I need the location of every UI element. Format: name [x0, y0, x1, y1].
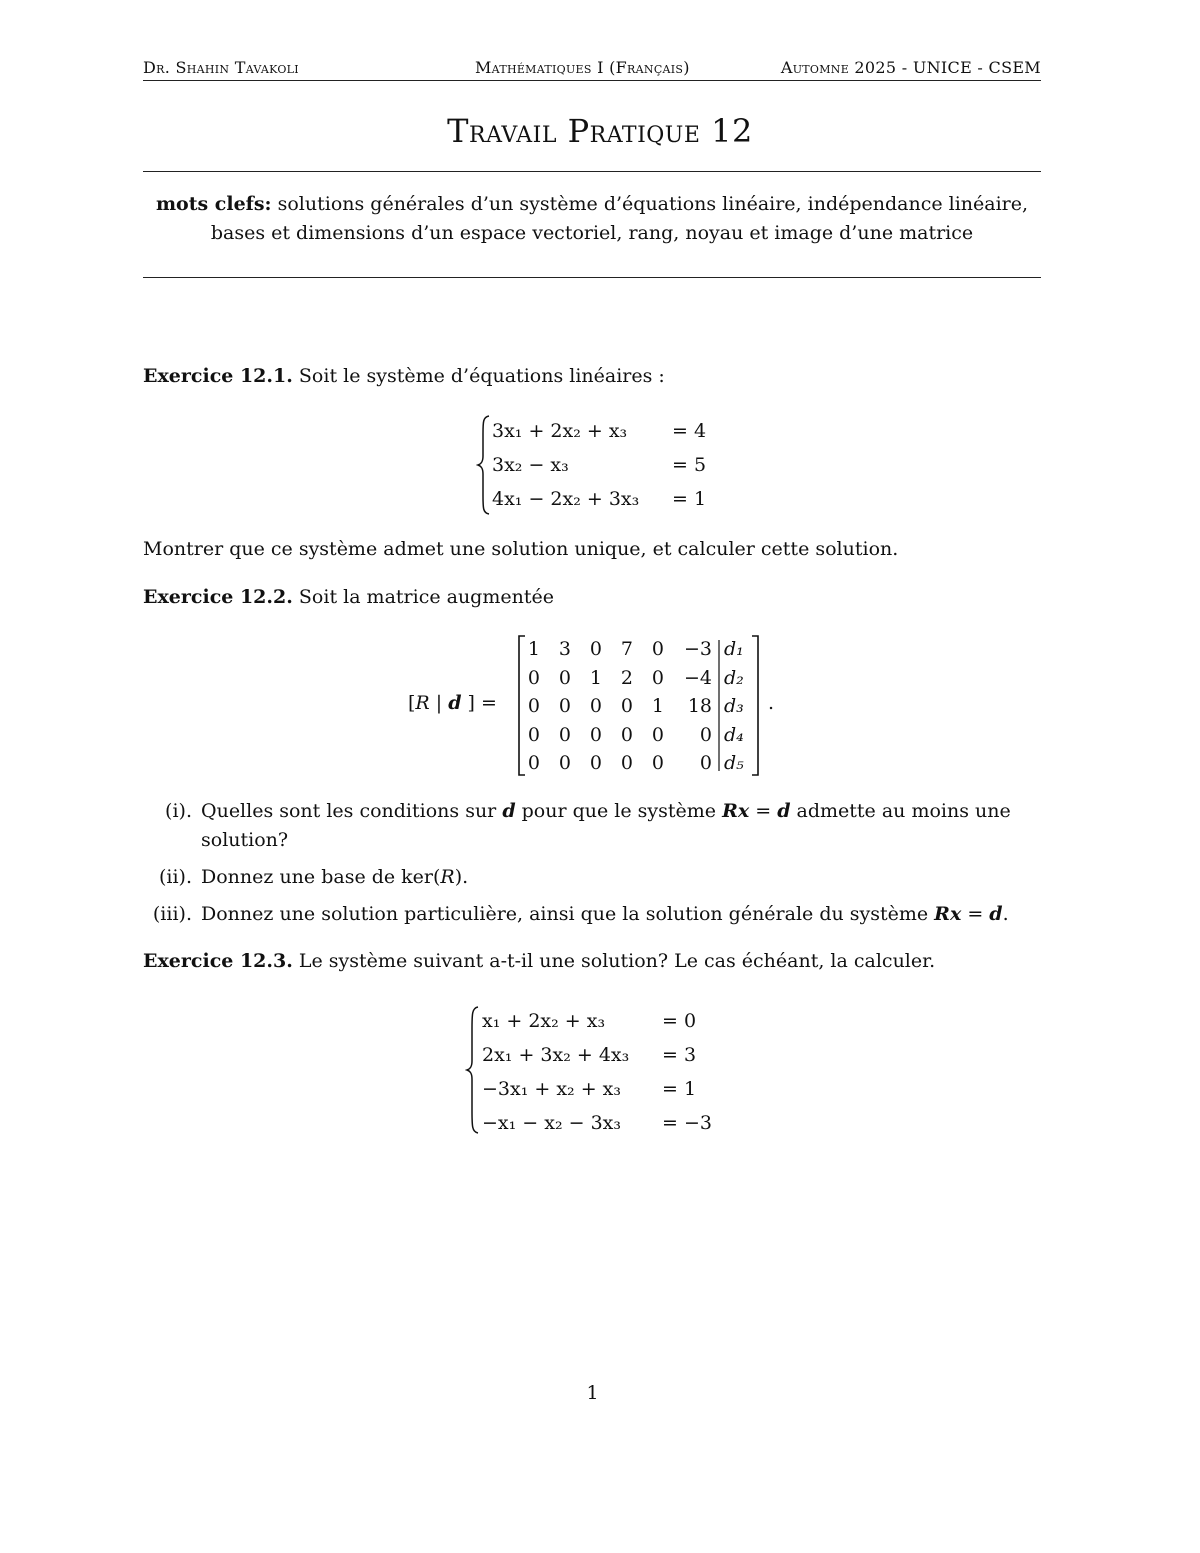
header-term: Automne 2025 - UNICE - CSEM [780, 58, 1041, 77]
header-author: Dr. Shahin Tavakoli [143, 58, 299, 77]
equation-rhs: = 3 [662, 1044, 697, 1066]
matrix-cell: 0 [589, 723, 602, 746]
matrix-cell: 0 [620, 723, 633, 746]
augmented-lhs: [R | d ] = [408, 692, 497, 714]
matrix-cell: 0 [558, 752, 571, 774]
item-iii-text: Donnez une solution particulière, ainsi que la solution générale du système Rx = d. [201, 903, 1009, 925]
exercise-3-heading [143, 950, 935, 972]
equation-rhs: = −3 [662, 1112, 712, 1134]
augmented-matrix [516, 634, 761, 777]
system-3-brace [465, 1005, 481, 1135]
equation-rhs: = 1 [672, 488, 707, 510]
equation-lhs: 3x₁ + 2x₂ + x₃ [492, 420, 628, 442]
matrix-cell: 0 [651, 723, 664, 746]
exercise-1-question: Montrer que ce système admet une solution unique, et calculer cette solution. [143, 538, 899, 560]
matrix-cell: 0 [651, 638, 664, 660]
matrix-cell: 0 [527, 695, 540, 717]
item-ii-label: (ii). [158, 866, 192, 888]
matrix-aug-cell: d₅ [724, 752, 744, 774]
matrix-cell: 0 [527, 752, 540, 774]
equation-rhs: = 1 [662, 1078, 697, 1100]
page-number: 1 [586, 1382, 599, 1404]
exercise-2-heading [143, 586, 554, 608]
exercise-3-intro: Le système suivant a-t-il une solution? Le cas échéant, la calculer. [298, 950, 936, 972]
matrix-cell: 7 [620, 638, 633, 660]
item-iii-label: (iii). [152, 903, 192, 925]
matrix-cell: 0 [620, 695, 633, 717]
keywords-text: solutions générales d’un système d’équations linéaire, indépendance linéaire, bases et dimensions d’un espace vectoriel, rang, noyau et image d’une matrice [210, 193, 1029, 244]
matrix-cell: 0 [651, 752, 664, 774]
matrix-cell: −3 [683, 638, 712, 660]
equation-rhs: = 5 [672, 454, 707, 476]
equation-lhs: x₁ + 2x₂ + x₃ [482, 1010, 606, 1032]
matrix-cell: 0 [699, 752, 712, 774]
equation-lhs: 2x₁ + 3x₂ + 4x₃ [482, 1044, 630, 1066]
page-title: Travail Pratique 12 [447, 112, 753, 150]
matrix-cell: 0 [589, 695, 602, 717]
matrix-cell: −4 [683, 666, 712, 689]
matrix-aug-cell: d₂ [724, 666, 744, 689]
matrix-cell: 0 [699, 723, 712, 746]
equation-lhs: 4x₁ − 2x₂ + 3x₃ [492, 488, 640, 510]
item-i-label: (i). [165, 800, 192, 822]
matrix-cell: 18 [687, 695, 712, 717]
matrix-aug-cell: d₄ [724, 723, 744, 746]
matrix-aug-cell: d₁ [724, 638, 744, 660]
system-1-brace [476, 414, 492, 516]
keywords-rule [143, 277, 1041, 278]
equation-rhs: = 0 [662, 1010, 697, 1032]
matrix-cell: 0 [620, 752, 633, 774]
matrix-cell: 0 [651, 666, 664, 689]
equation-lhs: 3x₂ − x₃ [492, 454, 569, 476]
matrix-cell: 0 [589, 752, 602, 774]
matrix-cell: 3 [558, 638, 571, 660]
exercise-1-intro: Soit le système d’équations linéaires : [298, 365, 665, 387]
equation-lhs: −3x₁ + x₂ + x₃ [482, 1078, 622, 1100]
matrix-cell: 1 [527, 638, 540, 660]
matrix-cell: 1 [651, 695, 664, 717]
item-ii-text: Donnez une base de ker(R). [201, 866, 469, 888]
exercise-2-label: Exercice 12.2. [143, 586, 293, 608]
exercise-2-intro: Soit la matrice augmentée [298, 586, 554, 608]
equation-lhs: −x₁ − x₂ − 3x₃ [482, 1112, 622, 1134]
keywords-label: mots clefs: [155, 193, 272, 215]
header-course: Mathématiques I (Français) [475, 58, 690, 77]
exercise-1-heading [143, 365, 665, 387]
matrix-cell: 0 [589, 638, 602, 660]
exercise-1-label: Exercice 12.1. [143, 365, 293, 387]
matrix-cell: 0 [527, 666, 540, 689]
exercise-3-label: Exercice 12.3. [143, 950, 293, 972]
matrix-period: . [768, 692, 775, 714]
matrix-cell: 0 [558, 723, 571, 746]
matrix-cell: 0 [527, 723, 540, 746]
header-rule [143, 80, 1041, 81]
matrix-cell: 0 [558, 695, 571, 717]
matrix-aug-cell: d₃ [724, 695, 744, 717]
title-rule [143, 171, 1041, 172]
matrix-cell: 2 [620, 666, 633, 689]
equation-rhs: = 4 [672, 420, 707, 442]
matrix-cell: 0 [558, 666, 571, 689]
keywords-block [143, 190, 1041, 248]
item-i-text: Quelles sont les conditions sur d pour que le système Rx = d admette au moins une solution? [201, 800, 1011, 851]
matrix-cell: 1 [589, 666, 602, 689]
